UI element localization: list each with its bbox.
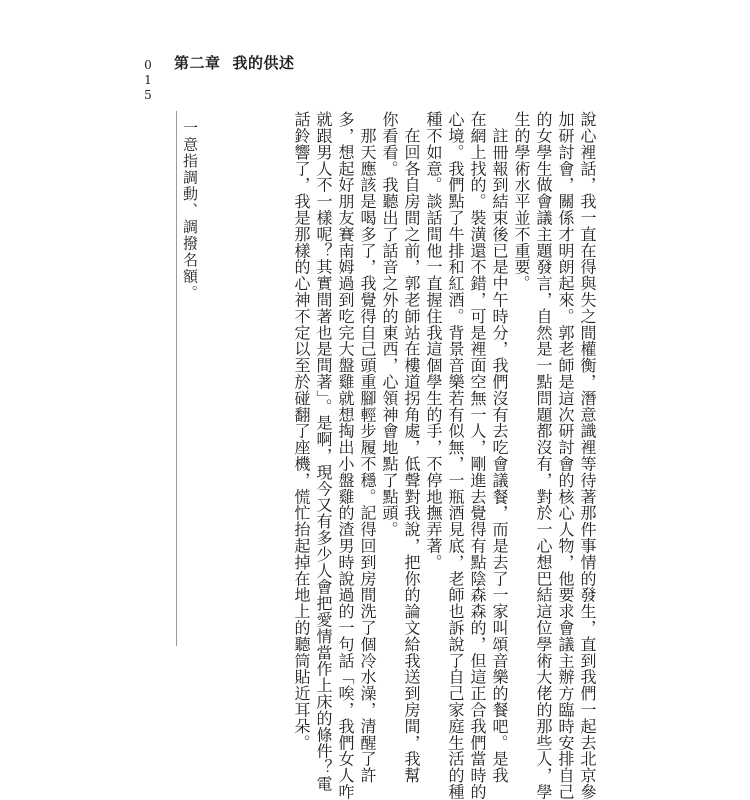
footnote-rule [176, 111, 177, 646]
text-column: 在網上找的。裝潢還不錯，可是裡面空無一人，剛進去覺得有點陰森森的，但這正合我們當時的 [468, 111, 487, 800]
running-head [174, 52, 295, 73]
text-column: 你看看。我聽出了話音之外的東西，心領神會地點了點頭。 [380, 111, 399, 538]
page-number: 015 [141, 58, 155, 103]
text-column: 心境。我們點了牛排和紅酒。背景音樂若有似無，一瓶酒見底，老師也訴說了自己家庭生活的種 [446, 111, 465, 800]
text-column: 就跟男人不一樣呢？其實間著也是間著」。是啊，現今又有多少人會把愛情當作上床的條件？電 [314, 111, 333, 792]
chapter-label: 第二章 [174, 54, 221, 72]
text-column: 的女學生做會議主題發言，自然是一點問題都沒有，對於一心想巴結這位學術大佬的那些人，學 [534, 111, 553, 800]
text-column: 多，想起好朋友賽南姆過到吃完大盤雞就想掏出小盤雞的渣男時說過的一句話「唉，我們女人咋 [336, 111, 355, 800]
text-column: 說心裡話，我一直在得與失之間權衡，潛意識裡等待著那件事情的發生，直到我們一起去北京參 [578, 111, 597, 800]
footnote: 一意指調動、調撥名額。 [181, 120, 199, 302]
text-column: 種不如意。談話間他一直握住我這個學生的手，不停地撫弄著。 [424, 111, 443, 571]
text-column: 在回各自房間之前，郭老師站在樓道拐角處，低聲對我說，把你的論文給我送到房間，我幫 [402, 111, 421, 784]
text-column: 那天應該是喝多了，我覺得自己頭重腳輕步履不穩。記得回到房間洗了個冷水澡，清醒了許 [358, 111, 377, 784]
chapter-title: 我的供述 [232, 54, 295, 72]
text-column: 加研討會，關係才明朗起來。郭老師是這次研討會的核心人物，他要求會議主辦方臨時安排自己 [556, 111, 575, 800]
text-column: 註冊報到結束後已是中午時分，我們沒有去吃會議餐，而是去了一家叫頌音樂的餐吧。是我 [490, 111, 509, 784]
body-text [226, 111, 598, 800]
text-column: 生的學術水平並不重要。 [512, 111, 531, 292]
text-column: 話鈴響了，我是那樣的心神不定以至於碰翻了座機，慌忙抬起掉在地上的聽筒貼近耳朵。 [292, 111, 311, 751]
